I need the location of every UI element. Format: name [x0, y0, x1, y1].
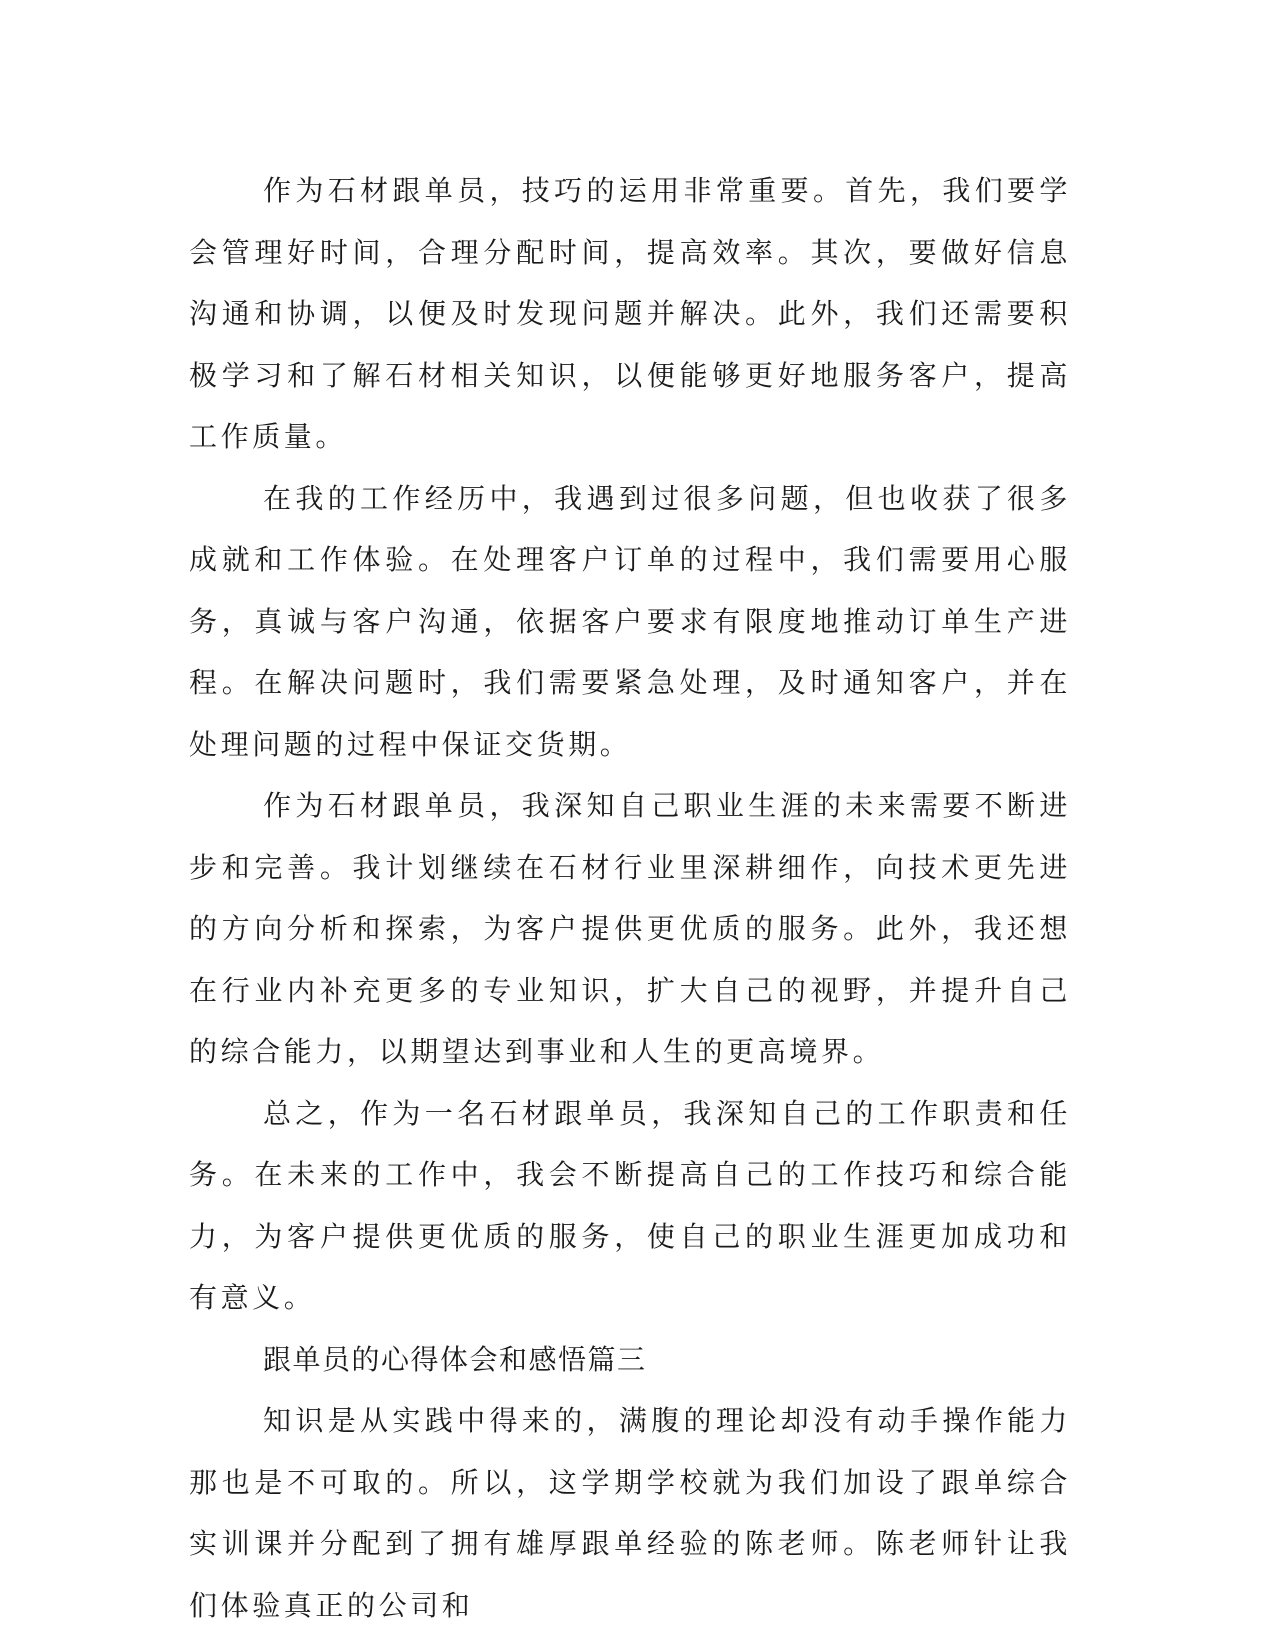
document-body	[189, 160, 1071, 1636]
section-heading: 跟单员的心得体会和感悟篇三	[263, 1342, 647, 1376]
paragraph-summary: 总之，作为一名石材跟单员，我深知自己的工作职责和任务。在未来的工作中，我会不断提高自己的工作技巧和综合能力，为客户提供更优质的服务，使自己的职业生涯更加成功和有意义。	[189, 1096, 1071, 1314]
paragraph-career-plan: 作为石材跟单员，我深知自己职业生涯的未来需要不断进步和完善。我计划继续在石材行业里深耕细作，向技术更先进的方向分析和探索，为客户提供更优质的服务。此外，我还想在行业内补充更多的专业知识，扩大自己的视野，并提升自己的综合能力，以期望达到事业和人生的更高境界。	[189, 789, 1071, 1068]
paragraph-practice: 知识是从实践中得来的，满腹的理论却没有动手操作能力那也是不可取的。所以，这学期学校就为我们加设了跟单综合实训课并分配到了拥有雄厚跟单经验的陈老师。陈老师针让我们体验真正的公司和	[189, 1404, 1071, 1622]
paragraph-skills: 作为石材跟单员，技巧的运用非常重要。首先，我们要学会管理好时间，合理分配时间，提高效率。其次，要做好信息沟通和协调，以便及时发现问题并解决。此外，我们还需要积极学习和了解石材相关知识，以便能够更好地服务客户，提高工作质量。	[189, 174, 1071, 453]
paragraph-experience: 在我的工作经历中，我遇到过很多问题，但也收获了很多成就和工作体验。在处理客户订单的过程中，我们需要用心服务，真诚与客户沟通，依据客户要求有限度地推动订单生产进程。在解决问题时，我们需要紧急处理，及时通知客户，并在处理问题的过程中保证交货期。	[189, 481, 1071, 761]
